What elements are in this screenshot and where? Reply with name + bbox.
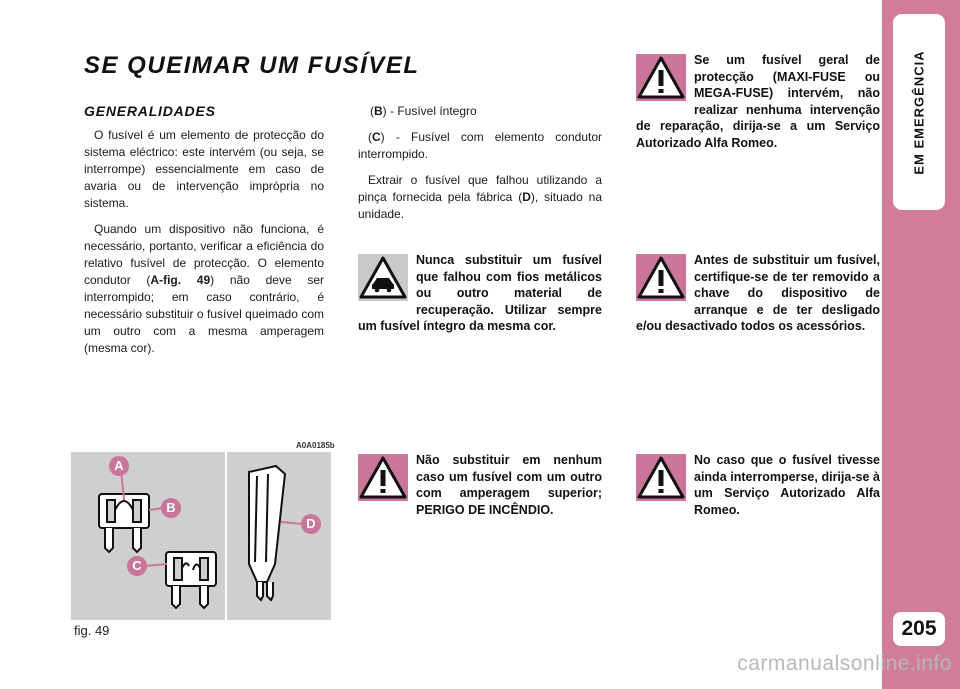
fuse-figure <box>71 452 331 620</box>
callout-b: B <box>161 498 181 518</box>
item-b: (B) - Fusível íntegro <box>370 104 477 118</box>
exclamation-warning-icon <box>636 54 686 101</box>
figure-reference: A-fig. 49 <box>150 273 211 287</box>
figure-caption: fig. 49 <box>74 623 110 638</box>
warning-remove-key: Antes de substituir um fusível, certifique-se de ter removido a chave do dispositivo de arranque e de ter desligado e/ou desactivado todos os acessórios. <box>636 253 880 333</box>
exclamation-warning-icon <box>636 254 686 301</box>
warning-fire-danger: Não substituir em nenhum caso um fusível com um outro com amperagem superior; PERIGO DE INCÊNDIO. <box>358 452 602 518</box>
paragraph-intro: O fusível é um elemento de protecção do sistema eléctrico: este intervém (ou seja, se interrompe) essencialmente em caso de avaria ou de intervenção imprópria no sistema. <box>84 128 324 210</box>
callout-c: C <box>127 556 147 576</box>
section-label: EM EMERGÊNCIA <box>911 49 927 175</box>
watermark: carmanualsonline.info <box>737 652 952 675</box>
paragraph-extract: Extrair o fusível que falhou utilizando a pinça fornecida pela fábrica (D), situado na unidade. <box>358 173 602 221</box>
item-c: (C) - Fusível com elemento condutor interrompido. <box>358 130 602 161</box>
fuse-illustration <box>71 452 331 620</box>
warning-no-metal-wire: Nunca substituir um fusível que falhou com fios metálicos ou outro material de recuperação. Utilizar sempre um fusível íntegro da mesma cor. <box>358 253 602 333</box>
exclamation-warning-icon <box>358 454 408 501</box>
middle-column <box>358 103 602 232</box>
subheading: GENERALIDADES <box>84 103 216 119</box>
page-number: 205 <box>893 612 945 646</box>
callout-a: A <box>109 456 129 476</box>
page-title: SE QUEIMAR UM FUSÍVEL <box>84 52 420 79</box>
exclamation-warning-icon <box>636 454 686 501</box>
paragraph-check: Quando um dispositivo não funciona, é necessário, portanto, verificar a eficiência do relativo fusível de protecção. O elemento condutor (A-fig. 49) não deve ser interrompido; em caso contrário, é necessário substituir o fusível queimado com um outro com a mesma amperagem (mesma cor). <box>84 222 325 355</box>
warning-maxi-fuse: Se um fusível geral de protecção (MAXI-FUSE ou MEGA-FUSE) intervém, não realizar nenhuma intervenção de reparação, dirija-se a um Serviço Autorizado Alfa Romeo. <box>636 53 880 150</box>
warning-fuse-interrupts-again: No caso que o fusível tivesse ainda interromperse, dirija-se à um Serviço Autorizado Alfa Romeo. <box>636 452 880 518</box>
callout-d: D <box>301 514 321 534</box>
left-column <box>84 103 324 366</box>
section-tab <box>893 14 945 210</box>
figure-code: A0A0185b <box>296 441 335 450</box>
car-lift-warning-icon <box>358 254 408 301</box>
